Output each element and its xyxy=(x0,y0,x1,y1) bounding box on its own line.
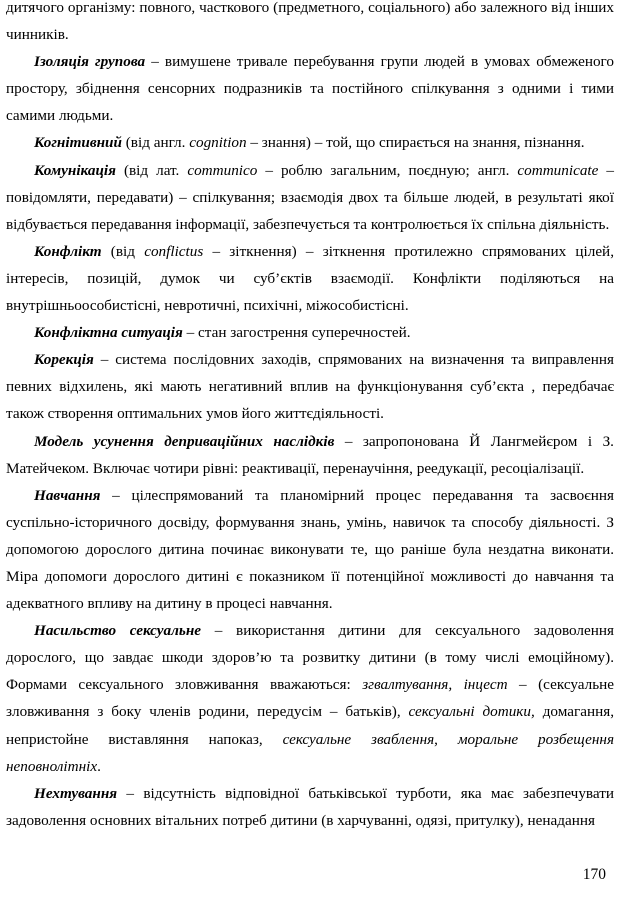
definition-text: дитячого організму: повного, часткового (предметного, соціального) або залежного від інших чинників. xyxy=(6,0,614,44)
glossary-entry xyxy=(6,346,614,427)
italic-text: communicate xyxy=(517,161,599,179)
glossary-term: Насильство сексуальне xyxy=(34,622,202,640)
definition-text: – стан загострення суперечностей. xyxy=(182,324,411,342)
definition-text: – система послідовних заходів, спрямованих на визначення та виправлення певних відхилень, які мають негативний вплив на функціонування суб’єкта , передбачає також створення оптимальних умов його життєдіяльності. xyxy=(6,351,614,423)
glossary-entry xyxy=(6,238,614,319)
page-number: 170 xyxy=(582,866,606,883)
definition-text: – роблю загальним, поєдную; англ. xyxy=(257,161,518,179)
italic-text: згвалтування, інцест xyxy=(362,676,508,694)
paragraph-continuation xyxy=(6,0,614,48)
definition-text: – відсутність відповідної батьківської турботи, яка має забезпечувати задоволення основних вітальних потреб дитини (в харчуванні, одязі, притулку), ненадання xyxy=(6,784,614,829)
definition-text: домагання, непристойне виставляння напоказ, xyxy=(6,703,614,748)
glossary-term: Навчання xyxy=(34,486,101,504)
glossary-entry xyxy=(6,48,614,129)
glossary-entry xyxy=(6,319,614,346)
glossary-term: Модель усунення деприваційних наслідків xyxy=(34,432,335,450)
glossary-entry xyxy=(6,157,614,238)
italic-text: сексуальні дотики, xyxy=(408,703,535,721)
italic-text: моральне розбещення неповнолітніх xyxy=(6,730,615,775)
definition-text: – знання) – той, що спирається на знання, пізнання. xyxy=(246,134,585,152)
glossary-entry xyxy=(6,428,614,482)
glossary-term: Нехтування xyxy=(34,784,118,802)
definition-text: (від англ. xyxy=(121,134,190,152)
definition-text: – вимушене тривале перебування групи людей в умовах обмеженого простору, збіднення сенсорних подразників та постійного спілкування з одними і тими самими людьми. xyxy=(6,53,614,125)
text-body xyxy=(6,0,614,834)
glossary-term: Когнітивний xyxy=(34,134,122,152)
glossary-entry xyxy=(6,617,614,780)
definition-text: – запропонована Й Лангмейєром і З. Матейчеком. Включає чотири рівні: реактивації, перенаучіння, реедукації, ресоціалізації. xyxy=(6,432,614,477)
definition-text: (від xyxy=(101,242,145,260)
definition-text: (від лат. xyxy=(115,161,188,179)
definition-text: . xyxy=(97,757,101,775)
definition-text: – зіткнення) – зіткнення протилежно спрямованих цілей, інтересів, позицій, думок чи суб’єктів взаємодії. Конфлікти поділяються на внутрішньоособистісні, невротичні, психічні, міжособистісні. xyxy=(6,242,614,315)
glossary-term: Комунікація xyxy=(34,161,116,179)
definition-text: – використання дитини для сексуального задоволення дорослого, що завдає шкоди здоров’ю та розвитку дитини (в тому числі емоційному). Формами сексуального зловживання вважаються: xyxy=(6,622,614,694)
glossary-entry xyxy=(6,780,614,834)
glossary-term: Ізоляція групова xyxy=(34,53,146,71)
glossary-term: Конфлікт xyxy=(34,242,102,260)
glossary-entry xyxy=(6,482,614,617)
italic-text: сексуальне зваблення xyxy=(282,730,435,748)
italic-text: conflictus xyxy=(144,242,204,260)
definition-text: – повідомляти, передавати) – спілкування; взаємодія двох та більше людей, в результаті якої відбувається передавання інформації, забезпечується та контролюється їх спільна діяльність. xyxy=(6,161,614,233)
italic-text: communico xyxy=(187,161,258,179)
glossary-entry xyxy=(6,129,614,156)
glossary-term: Конфліктна ситуація xyxy=(34,324,183,342)
glossary-term: Корекція xyxy=(34,351,94,369)
definition-text: – цілеспрямований та планомірний процес передавання та засвоєння суспільно-історичного досвіду, формування знань, умінь, навичок та способу діяльності. З допомогою дорослого дитина починає виконувати те, що раніше була нездатна виконати. Міра допомоги дорослого дитині є показником її потенційної можливості до навчання та адекватного впливу на дитину в процесі навчання. xyxy=(6,486,614,613)
definition-text: – (сексуальне зловживання з боку членів родини, передусім – батьків), xyxy=(6,676,614,721)
definition-text: , xyxy=(434,730,458,748)
italic-text: cognition xyxy=(189,134,247,152)
